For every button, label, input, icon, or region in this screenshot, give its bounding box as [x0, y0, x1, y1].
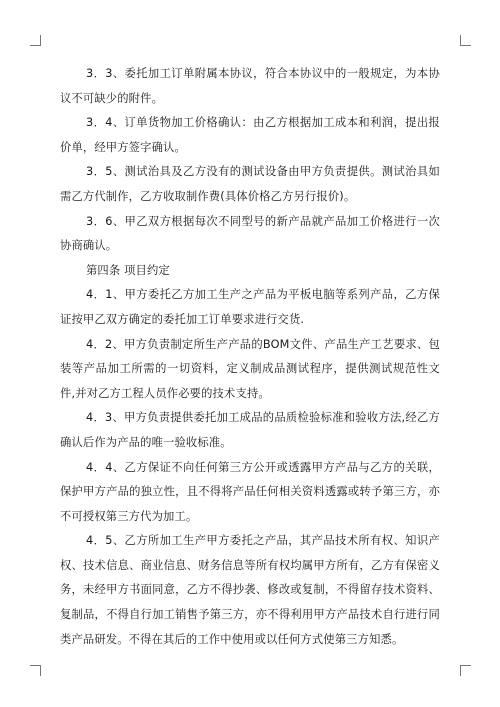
clause-4-4: 4．4、乙方保证不向任何第三方公开或透露甲方产品与乙方的关联，保护甲方产品的独立性，且不得将产品任何相关资料透露或转予第三方，亦不可授权第三方代为加工。	[60, 460, 440, 523]
clause-4-3: 4．3、甲方负责提供委托加工成品的品质检验标准和验收方法,经乙方确认后作为产品的唯一验收标准。	[60, 411, 440, 449]
crop-mark-top-right	[460, 35, 471, 46]
clause-3-3: 3．3、委托加工订单附属本协议，符合本协议中的一般规定，为本协议不可缺少的附件。	[60, 67, 440, 105]
crop-mark-top-left	[30, 35, 41, 46]
clause-4-1: 4．1、甲方委托乙方加工生产之产品为平板电脑等系列产品，乙方保证按甲乙双方确定的委托加工订单要求进行交货.	[60, 288, 440, 326]
clause-3-4: 3．4、订单货物加工价格确认：由乙方根据加工成本和利润，提出报价单，经甲方签字确认。	[60, 116, 440, 154]
clause-4-5: 4．5、乙方所加工生产甲方委托之产品，其产品技术所有权、知识产权、技术信息、商业信息、财务信息等所有权均属甲方所有，乙方有保密义务，未经甲方书面同意，乙方不得抄袭、修改或复制，不得留存技术资料、复制品，不得自行加工销售予第三方，亦不得利用甲方产品技术自行进行同类产品研发。不得在其后的工作中使用或以任何方式使第三方知悉。	[60, 534, 440, 646]
document-body	[60, 62, 440, 652]
clause-3-6: 3．6、甲乙双方根据每次不同型号的新产品就产品加工价格进行一次协商确认。	[60, 214, 440, 253]
clause-4-2: 4．2、甲方负责制定所生产产品的BOM文件、产品生产工艺要求、包装等产品加工所需的一切资料，定义制成品测试程序，提供测试规范性文件,并对乙方工程人员作必要的技术支持。	[60, 337, 440, 400]
article-4-heading: 第四条 项目约定	[85, 263, 170, 277]
clause-3-5: 3．5、测试治具及乙方没有的测试设备由甲方负责提供。测试治具如需乙方代制作，乙方收取制作费(具体价格乙方另行报价)。	[60, 165, 440, 203]
crop-mark-bottom-left	[30, 665, 41, 676]
crop-mark-bottom-right	[460, 665, 471, 676]
